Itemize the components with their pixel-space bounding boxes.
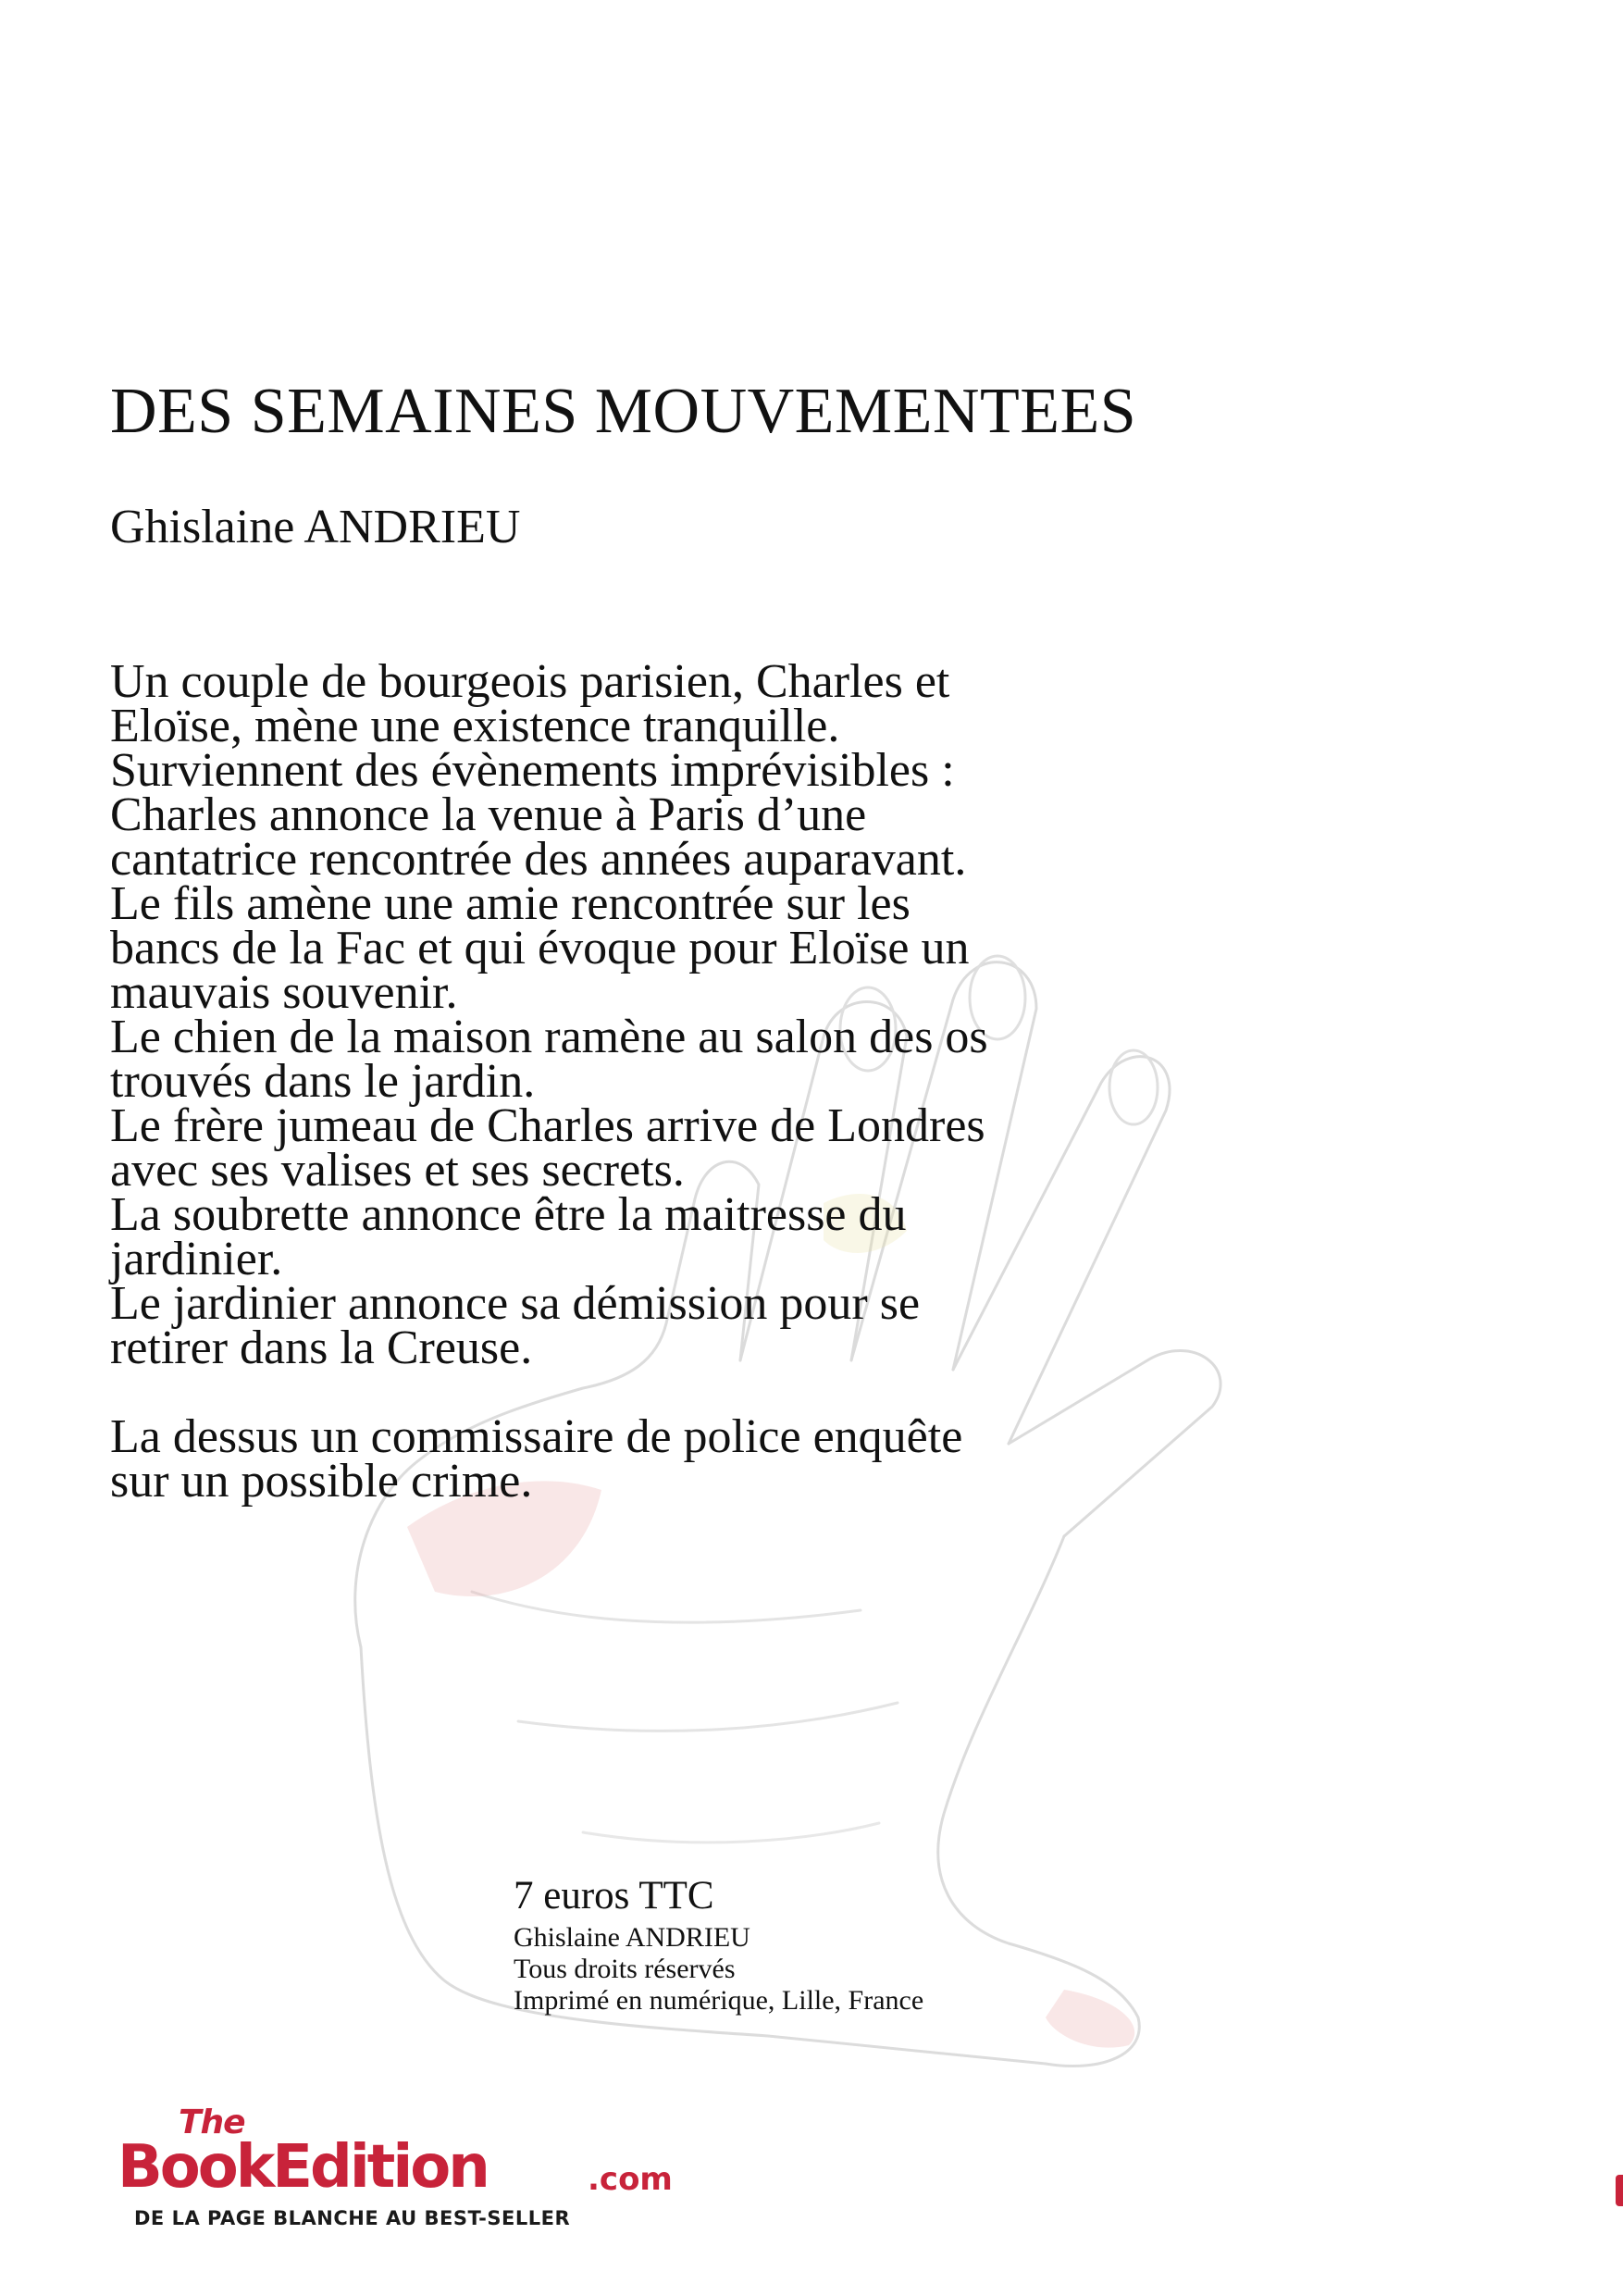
- back-cover-blurb: [110, 655, 1313, 1508]
- imprint-author: Ghislaine ANDRIEU: [514, 1922, 750, 1953]
- blurb-line: Le frère jumeau de Charles arrive de Londres: [110, 1099, 985, 1152]
- publisher-logo: [118, 2104, 673, 2229]
- blurb-line: La soubrette annonce être la maitresse du: [110, 1188, 907, 1241]
- logo-tagline: DE LA PAGE BLANCHE AU BEST-SELLER: [134, 2207, 571, 2229]
- blurb-line: jardinier.: [110, 1233, 283, 1285]
- blurb-line: Charles annonce la venue à Paris d’une: [110, 788, 867, 841]
- logo-domain: .com: [588, 2161, 673, 2198]
- blurb-line: Un couple de bourgeois parisien, Charles et: [110, 655, 950, 708]
- edge-mark: [1616, 2175, 1623, 2206]
- blurb-line: cantatrice rencontrée des années auparavant.: [110, 833, 967, 886]
- blurb-line: trouvés dans le jardin.: [110, 1055, 536, 1108]
- imprint-printed: Imprimé en numérique, Lille, France: [514, 1985, 924, 2016]
- author-name: Ghislaine ANDRIEU: [110, 501, 521, 553]
- blurb-line: La dessus un commissaire de police enquête: [110, 1410, 963, 1463]
- blurb-line: Surviennent des évènements imprévisibles :: [110, 744, 955, 797]
- blurb-line: Le chien de la maison ramène au salon des os: [110, 1011, 988, 1063]
- paragraph-spacer: [110, 1371, 1313, 1415]
- imprint-rights: Tous droits réservés: [514, 1954, 736, 1984]
- price-label: 7 euros TTC: [514, 1874, 714, 1917]
- blurb-line: Eloïse, mène une existence tranquille.: [110, 700, 840, 752]
- book-title: DES SEMAINES MOUVEMENTEES: [110, 376, 1137, 447]
- blurb-line: Le fils amène une amie rencontrée sur les: [110, 877, 911, 930]
- blurb-line: bancs de la Fac et qui évoque pour Eloïse un: [110, 922, 970, 974]
- blurb-line: retirer dans la Creuse.: [110, 1322, 533, 1374]
- imprint-block: [514, 1922, 923, 2017]
- logo-name: BookEdition: [118, 2133, 488, 2202]
- blurb-line: Le jardinier annonce sa démission pour se: [110, 1277, 921, 1330]
- blurb-line: avec ses valises et ses secrets.: [110, 1144, 685, 1197]
- logo-the: The: [179, 2104, 245, 2141]
- blurb-line: sur un possible crime.: [110, 1455, 533, 1508]
- blurb-line: mauvais souvenir.: [110, 966, 458, 1019]
